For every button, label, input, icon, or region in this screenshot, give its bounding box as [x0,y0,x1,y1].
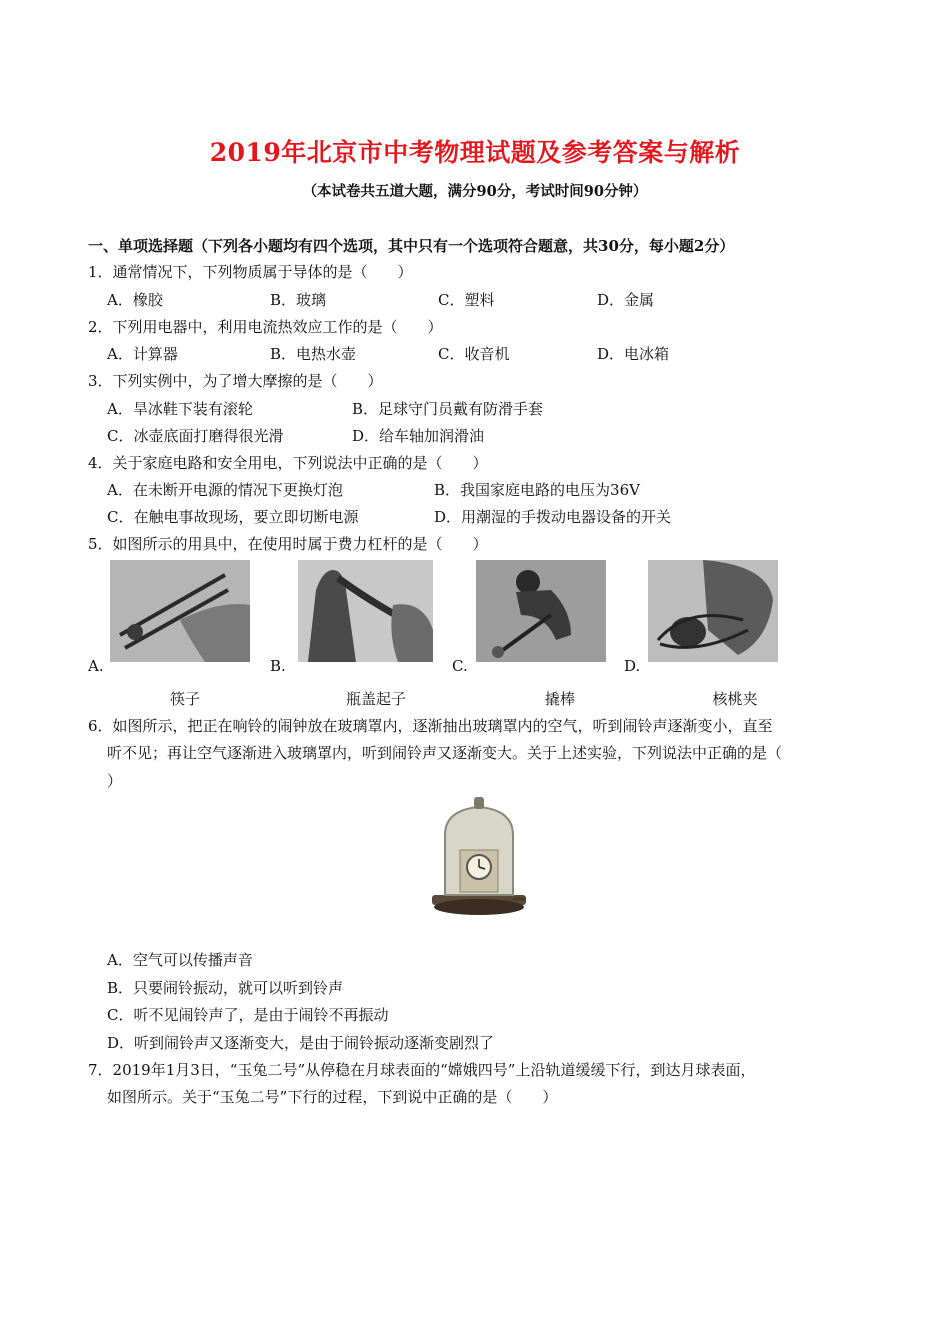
question-5: 5．如图所示的用具中，在使用时属于费力杠杆的是（ ） [88,535,488,553]
q1-option-c: C．塑料 [438,291,495,309]
q4-option-c: C．在触电事故现场，要立即切断电源 [107,508,359,526]
bottle-opener-image [298,560,433,662]
q5-label-a: A. [88,657,104,675]
q2-option-d: D．电冰箱 [597,345,670,363]
question-3: 3．下列实例中，为了增大摩擦的是（ ） [88,372,383,390]
question-7-line-1: 7．2019年1月3日，“玉兔二号”从停稳在月球表面的“嫦娥四号”上沿轨道缓缓下行，到达月球表面， [88,1061,756,1079]
q5-caption-b: 瓶盖起子 [345,690,406,708]
question-4: 4．关于家庭电路和安全用电，下列说法中正确的是（ ） [88,454,488,472]
q2-option-b: B．电热水壶 [270,345,357,363]
q4-option-a: A．在未断开电源的情况下更换灯泡 [107,481,343,499]
nutcracker-image [648,560,778,662]
section-heading: 一、单项选择题（下列各小题均有四个选项，其中只有一个选项符合题意，共30分，每小题2分） [88,237,735,255]
q5-caption-d: 核桃夹 [712,690,758,708]
q6-option-a: A．空气可以传播声音 [107,951,253,969]
q3-option-c: C．冰壶底面打磨得很光滑 [107,427,284,445]
q4-option-d: D．用潮湿的手拨动电器设备的开关 [434,508,672,526]
q3-option-d: D．给车轴加润滑油 [352,427,485,445]
q5-caption-a: 筷子 [169,690,200,708]
q5-label-c: C. [452,657,468,675]
q1-option-b: B．玻璃 [270,291,327,309]
q3-option-a: A．旱冰鞋下装有滚轮 [107,400,253,418]
question-6-line-3: ） [107,772,123,790]
q3-option-b: B．足球守门员戴有防滑手套 [352,400,544,418]
question-6-line-2: 听不见；再让空气逐渐进入玻璃罩内，听到闹铃声又逐渐变大。关于上述实验，下列说法中正确的是（ [107,744,783,762]
q5-label-b: B. [270,657,286,675]
question-6-line-1: 6．如图所示，把正在响铃的闹钟放在玻璃罩内，逐渐抽出玻璃罩内的空气，听到闹铃声逐渐变小，直至 [88,717,773,735]
q2-option-a: A．计算器 [107,345,178,363]
bell-jar-image [430,795,528,923]
q2-option-c: C．收音机 [438,345,510,363]
q1-option-a: A．橡胶 [107,291,163,309]
page-title: 2019年北京市中考物理试题及参考答案与解析 [209,138,741,167]
exam-info: （本试卷共五道大题，满分90分，考试时间90分钟） [302,183,648,200]
question-2: 2．下列用电器中，利用电流热效应工作的是（ ） [88,318,443,336]
q6-option-b: B．只要闹铃振动，就可以听到铃声 [107,979,344,997]
crowbar-image [476,560,606,662]
q5-label-d: D. [624,657,641,675]
question-1: 1．通常情况下，下列物质属于导体的是（ ） [88,263,413,281]
q1-option-d: D．金属 [597,291,655,309]
chopsticks-image [110,560,250,662]
q6-option-c: C．听不见闹铃声了，是由于闹铃不再振动 [107,1006,389,1024]
q4-option-b: B．我国家庭电路的电压为36V [434,481,640,499]
q6-option-d: D．听到闹铃声又逐渐变大，是由于闹铃振动逐渐变剧烈了 [107,1034,495,1052]
q5-caption-c: 撬棒 [544,690,575,708]
question-7-line-2: 如图所示。关于“玉兔二号”下行的过程，下到说中正确的是（ ） [107,1088,558,1106]
